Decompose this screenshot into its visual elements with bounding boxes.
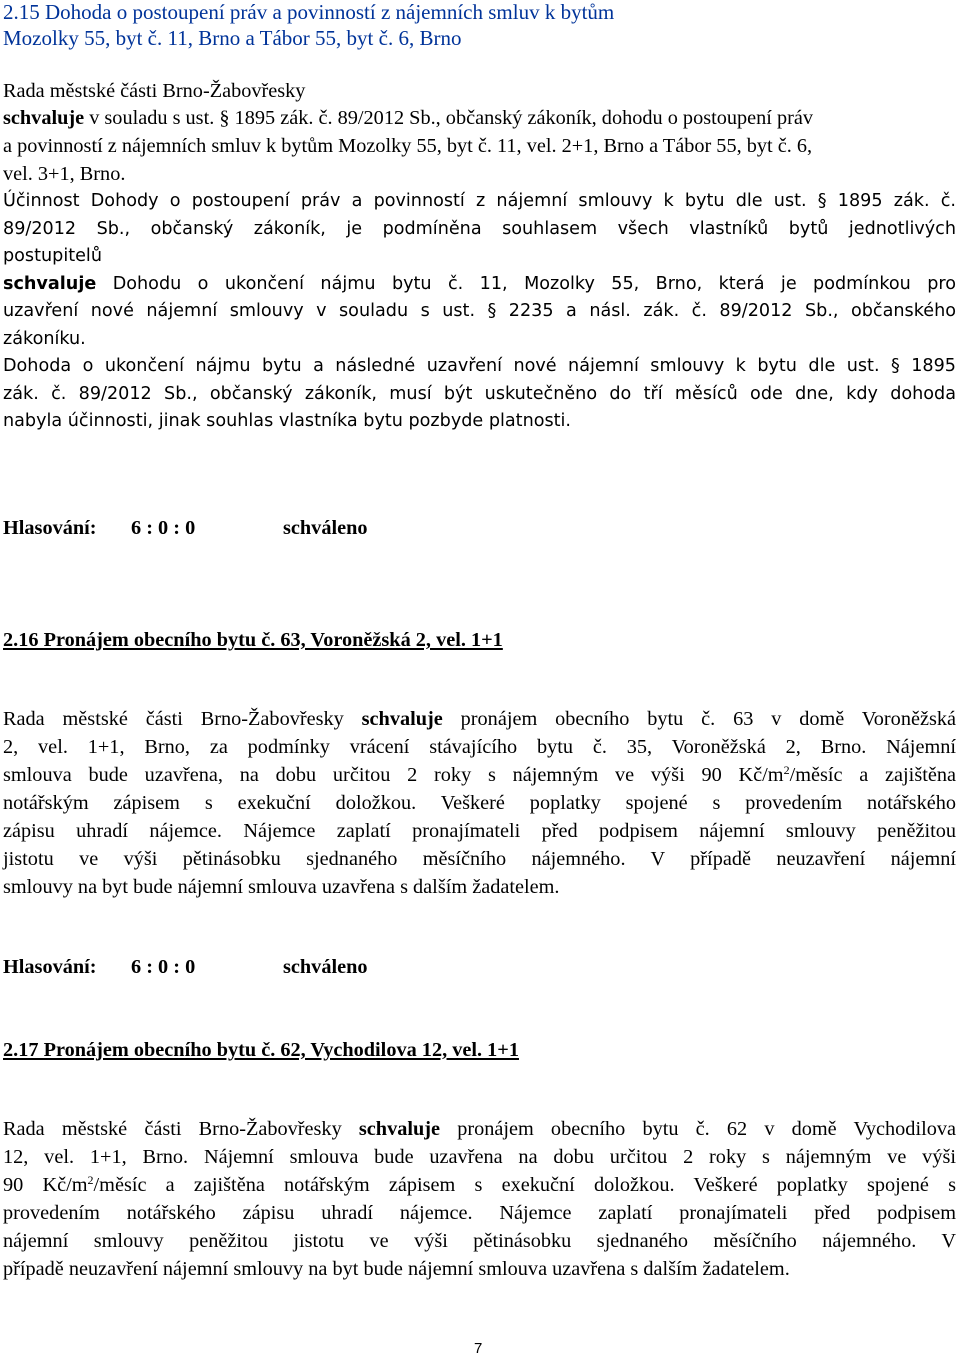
vote-count: 6 : 0 : 0 — [131, 517, 196, 539]
approves-keyword: schvaluje — [3, 107, 85, 129]
resolution-line: provedením notářského zápisu uhradí nájemce. Nájemce zaplatí pronajímateli před podpisem — [3, 1202, 956, 1224]
resolution-text: pronájem obecního bytu č. 63 v domě Voroněžská — [460, 708, 957, 730]
resolution-line: zápisu uhradí nájemce. Nájemce zaplatí pronajímateli před podpisem nájemní smlouvy peněžitou — [3, 820, 956, 842]
page-number: 7 — [474, 1340, 483, 1357]
council-name: Rada městské části Brno-Žabovřesky — [3, 1118, 342, 1140]
approves-keyword: schvaluje — [358, 1118, 441, 1140]
resolution-line — [3, 106, 813, 130]
resolution-line — [3, 272, 956, 296]
approves-keyword: schvaluje — [361, 708, 443, 730]
vote-count: 6 : 0 : 0 — [131, 956, 196, 978]
resolution-line: uzavření nové nájemní smlouvy v souladu s ust. § 2235 a násl. zák. č. 89/2012 Sb., občanského — [3, 301, 956, 321]
agreement-line: nabyla účinnosti, jinak souhlas vlastníka bytu pozbyde platnosti. — [3, 411, 572, 431]
resolution-text: pronájem obecního bytu č. 62 v domě Vychodilova — [457, 1118, 956, 1140]
council-name: Rada městské části Brno-Žabovřesky — [3, 80, 306, 102]
resolution-line — [3, 1173, 956, 1197]
resolution-line — [3, 707, 956, 731]
section-2-16-heading: 2.16 Pronájem obecního bytu č. 63, Voroněžská 2, vel. 1+1 — [3, 629, 503, 651]
vote-label: Hlasování: — [3, 956, 97, 978]
vote-result: schváleno — [283, 517, 368, 539]
section-2-17-heading: 2.17 Pronájem obecního bytu č. 62, Vychodilova 12, vel. 1+1 — [3, 1039, 519, 1061]
rent-text: 90 Kč/m — [3, 1174, 88, 1196]
council-name: Rada městské části Brno-Žabovřesky — [3, 708, 344, 730]
vote-label: Hlasování: — [3, 517, 97, 539]
resolution-line: 12, vel. 1+1, Brno. Nájemní smlouva bude uzavřena na dobu určitou 2 roky s nájemným ve výši — [3, 1146, 956, 1168]
resolution-line: smlouvy na byt bude nájemní smlouva uzavřena s dalším žadatelem. — [3, 876, 560, 898]
section-2-15-heading-line1: 2.15 Dohoda o postoupení práv a povinností z nájemních smluv k bytům — [3, 0, 615, 24]
rent-text-end: /měsíc a zajištěna notářským zápisem s exekuční doložkou. Veškeré poplatky spojené s — [93, 1174, 956, 1196]
agreement-line: Dohoda o ukončení nájmu bytu a následné uzavření nové nájemní smlouvy k bytu dle ust. § 1895 — [3, 356, 956, 376]
vote-result: schváleno — [283, 956, 368, 978]
resolution-line: nájemní smlouvy peněžitou jistotu ve výši pětinásobku sjednaného měsíčního nájemného. V — [3, 1230, 956, 1252]
resolution-line: jistotu ve výši pětinásobku sjednaného měsíčního nájemného. V případě neuzavření nájemní — [3, 848, 956, 870]
condition-line: postupitelů — [3, 246, 102, 266]
resolution-line — [3, 1117, 956, 1141]
resolution-line — [3, 763, 956, 787]
resolution-line: notářským zápisem s exekuční doložkou. Veškeré poplatky spojené s provedením notářského — [3, 792, 956, 814]
resolution-line: vel. 3+1, Brno. — [3, 163, 126, 185]
resolution-text: v souladu s ust. § 1895 zák. č. 89/2012 Sb., občanský zákoník, dohodu o postoupení práv — [89, 107, 814, 129]
section-2-15-heading-line2: Mozolky 55, byt č. 11, Brno a Tábor 55, byt č. 6, Brno — [3, 26, 462, 50]
rent-text: smlouva bude uzavřena, na dobu určitou 2 roky s nájemným ve výši 90 Kč/m — [3, 764, 784, 786]
condition-line: 89/2012 Sb., občanský zákoník, je podmíněna souhlasem všech vlastníků bytů jednotlivých — [3, 219, 956, 239]
agreement-line: zák. č. 89/2012 Sb., občanský zákoník, musí být uskutečněno do tří měsíců ode dne, kdy dohoda — [3, 384, 956, 404]
square-superscript: 2 — [87, 1173, 94, 1187]
resolution-line: případě neuzavření nájemní smlouvy na byt bude nájemní smlouva uzavřena s dalším žadatelem. — [3, 1258, 790, 1280]
square-superscript: 2 — [783, 763, 790, 777]
resolution-line: zákoníku. — [3, 329, 86, 349]
resolution-text: Dohodu o ukončení nájmu bytu č. 11, Mozolky 55, Brno, která je podmínkou pro — [112, 274, 956, 294]
condition-line: Účinnost Dohody o postoupení práv a povinností z nájemní smlouvy k bytu dle ust. § 1895 zák. č. — [3, 191, 956, 211]
approves-keyword: schvaluje — [3, 274, 97, 294]
rent-text-end: /měsíc a zajištěna — [789, 764, 956, 786]
resolution-line: a povinností z nájemních smluv k bytům Mozolky 55, byt č. 11, vel. 2+1, Brno a Tábor 55, byt č. 6, — [3, 135, 813, 157]
resolution-line: 2, vel. 1+1, Brno, za podmínky vrácení stávajícího bytu č. 35, Voroněžská 2, Brno. Nájemní — [3, 736, 956, 758]
